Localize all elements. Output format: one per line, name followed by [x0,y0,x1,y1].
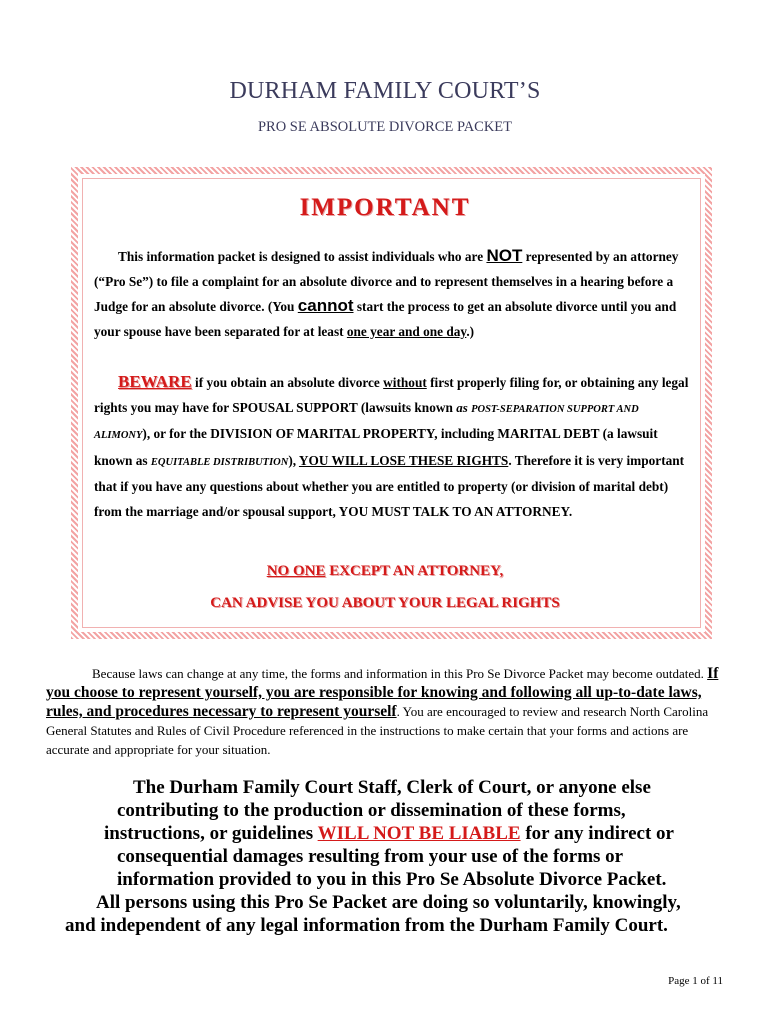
beware-label: BEWARE [118,372,192,391]
disclaimer-line: contributing to the production or dissemination of these forms, [117,800,626,821]
self-representation-responsibility: If you choose to represent yourself, you are responsible for knowing and following all up-to-date laws, rules, and procedures necessary to represent yourself [46,665,719,720]
disclaimer-line: The Durham Family Court Staff, Clerk of Court, or anyone else [133,777,651,798]
cannot-emphasis: cannot [297,296,354,315]
text-run: .) [466,323,475,339]
document-subtitle: PRO SE ABSOLUTE DIVORCE PACKET [257,119,513,135]
without-emphasis: without [383,375,427,390]
important-heading: IMPORTANT [299,194,471,221]
important-paragraph-pro-se [94,244,694,344]
text-run: start the process to get an absolute divorce until you and your spouse have been separated for at least [94,299,677,339]
text-run: represented by an attorney (“Pro Se”) to file a complaint for an absolute divorce and to represent themselves in a hearing before a Judge for an absolute divorce. (You [94,249,679,314]
not-liable-emphasis: WILL NOT BE LIABLE [317,823,521,844]
text-run: ), or for the DIVISION OF MARITAL PROPERTY, including MARITAL DEBT (a lawsuit known as [94,426,658,468]
laws-change-paragraph [46,664,726,759]
disclaimer-line: All persons using this Pro Se Packet are doing so voluntarily, knowingly, [96,892,681,913]
text-run: Because laws can change at any time, the forms and information in this Pro Se Divorce Packet may become outdated. [92,666,708,681]
important-paragraph-beware [94,370,694,524]
disclaimer-line: consequential damages resulting from your use of the forms or [117,846,624,867]
text-run: for any indirect or [520,823,674,844]
post-separation-support-term: POST-SEPARATION SUPPORT AND ALIMONY [94,403,639,441]
text-run: instructions, or guidelines [104,823,318,844]
as-word: as [456,399,468,415]
warning-line-1 [0,563,770,580]
document-title: DURHAM FAMILY COURT’S [229,78,541,104]
text-run: . You are encouraged to review and research North Carolina General Statutes and Rules of Civil Procedure referenced in the instructions to make certain that your forms and actions are accurate and appropriate for your situation. [46,704,709,757]
page-number: Page 1 of 11 [668,975,723,987]
text-run: . Therefore it is very important that if you have any questions about whether you are entitled to property (or division of marital debt) from the marriage and/or spousal support, YOU MUST TALK TO AN ATTORNEY. [94,452,685,519]
text-run: EXCEPT AN ATTORNEY, [325,563,504,579]
liability-disclaimer [0,776,770,937]
disclaimer-line: and independent of any legal information from the Durham Family Court. [65,915,668,936]
no-one-emphasis: NO ONE [266,563,326,579]
text-run: This information packet is designed to assist individuals who are [118,249,487,264]
lose-rights-emphasis: YOU WILL LOSE THESE RIGHTS [298,452,509,468]
separation-period: one year and one day [346,323,467,339]
warning-line-2: CAN ADVISE YOU ABOUT YOUR LEGAL RIGHTS [210,595,560,611]
equitable-distribution-term: EQUITABLE DISTRIBUTION [150,456,289,468]
text-run: if you obtain an absolute divorce [191,375,384,390]
text-run: first properly filing for, or obtaining any legal rights you may have for SPOUSAL SUPPORT (lawsuits known [94,375,689,415]
not-emphasis: NOT [486,246,523,265]
disclaimer-line [0,822,770,845]
text-run: ), [288,452,299,468]
disclaimer-line: information provided to you in this Pro Se Absolute Divorce Packet. [117,869,667,890]
